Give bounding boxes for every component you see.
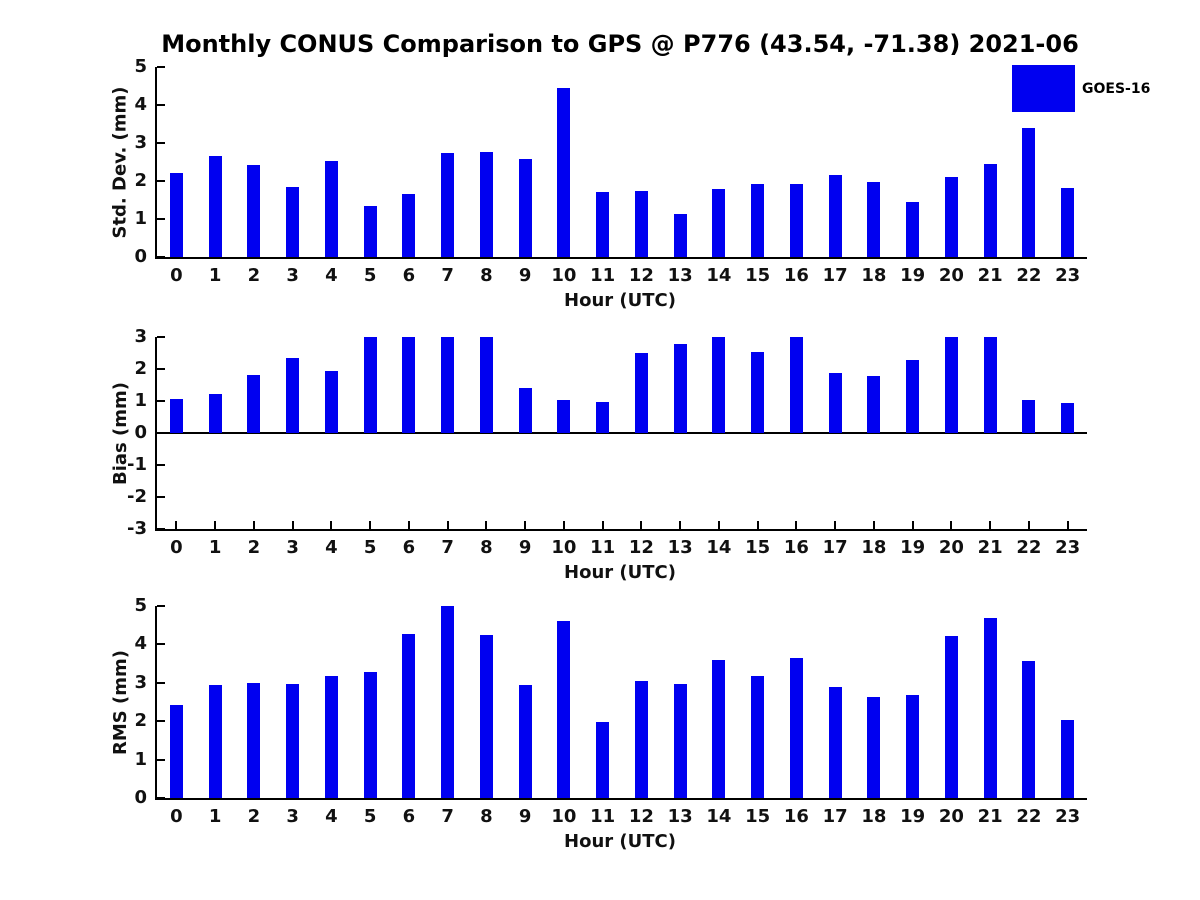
x-tick-mark [214,521,216,529]
x-tick-label: 22 [1016,537,1042,558]
x-tick-label: 17 [822,806,848,827]
bar [209,156,222,257]
y-tick-mark [157,682,165,684]
x-tick-label: 3 [286,537,299,558]
y-tick-label: -2 [127,486,147,507]
x-tick-mark [563,521,565,529]
x-tick-label: 21 [977,265,1003,286]
bar [247,375,260,433]
bar [906,695,919,798]
x-tick-label: 1 [208,806,222,827]
x-tick-mark [175,521,177,529]
y-tick-label: 3 [134,671,147,693]
x-tick-label: 17 [822,537,848,558]
bar [751,352,764,433]
x-tick-label: 18 [861,806,887,827]
bar [209,685,222,798]
x-tick-mark [718,521,720,529]
y-tick-mark [157,720,165,722]
bar [480,635,493,798]
y-tick-mark [157,336,165,338]
x-tick-label: 17 [822,265,848,286]
bar [441,337,454,433]
bar [170,173,183,257]
x-tick-label: 14 [706,537,732,558]
bar [596,722,609,798]
y-tick-label: 0 [134,422,147,443]
y-tick-label: 4 [134,94,147,115]
bar [635,353,648,433]
bar [170,399,183,433]
bar [635,681,648,798]
bar [984,618,997,798]
x-tick-mark [640,521,642,529]
x-tick-label: 6 [402,265,416,286]
y-tick-label: 4 [134,633,147,655]
x-tick-label: 8 [480,265,493,286]
x-tick-label: 19 [900,537,926,558]
bar [674,684,687,798]
y-tick-label: 2 [134,710,147,732]
bar [441,153,454,257]
y-tick-mark [157,368,165,370]
legend-label: GOES-16 [1082,80,1151,97]
x-tick-label: 15 [745,537,771,558]
bar [945,177,958,257]
y-tick-mark [157,142,165,144]
y-tick-label: -3 [127,518,147,539]
bar [364,672,377,798]
x-axis-label-bias: Hour (UTC) [564,562,676,583]
y-tick-label: 2 [134,358,147,379]
bar [480,152,493,257]
bar [906,202,919,257]
bar [364,206,377,257]
x-tick-label: 10 [551,537,577,558]
plot-area-rms [134,595,1087,827]
y-tick-mark [157,496,165,498]
y-tick-mark [157,66,165,68]
bar [867,182,880,257]
x-tick-label: 0 [170,806,183,827]
y-tick-mark [157,256,165,258]
legend [1012,65,1150,112]
y-tick-label: 3 [134,326,147,347]
bar [1061,403,1074,433]
x-tick-label: 12 [628,537,654,558]
bar [674,214,687,257]
y-tick-mark [157,218,165,220]
plot-area-bias [127,326,1087,558]
x-tick-mark [602,521,604,529]
bar [1022,400,1035,433]
x-tick-mark [292,521,294,529]
bar [557,88,570,257]
x-tick-label: 13 [667,537,693,558]
y-tick-mark [157,643,165,645]
x-tick-label: 22 [1016,265,1042,286]
x-tick-mark [795,521,797,529]
bar [441,606,454,798]
bar [712,660,725,798]
bar [790,658,803,798]
bar [712,189,725,257]
y-tick-label: 0 [134,246,147,267]
x-tick-label: 23 [1055,537,1081,558]
plot-area-std-dev [134,56,1087,286]
x-tick-label: 14 [706,265,732,286]
x-tick-label: 16 [783,537,809,558]
bar [557,400,570,433]
x-tick-label: 7 [441,265,454,286]
x-tick-label: 3 [286,265,299,286]
y-tick-label: 5 [134,595,147,616]
figure: Monthly CONUS Comparison to GPS @ P776 (43.54, -71.38) 2021-06 Std. Dev. (mm) 0 1 2 3 4 5 0 1 2 3 4 5 6 7 8 9 10 11 12 13 14 15 16 17 18 19 20 21 22 23 Hour (UTC) GOES-16 Bias (mm) -3 -2 -1 0 1 2 3 0 1 2 3 4 5 6 7 8 9 10 11 12 13 14 15 16 17 18 19 20 21 22 23 Hour (UTC) RMS (mm) 0 1 2 3 4 5 0 1 2 3 4 5 6 7 8 9 10 11 12 13 14 15 16 17 18 19 20 21 22 23 Hour (UTC) [0,0,1200,900]
x-tick-mark [253,521,255,529]
x-tick-label: 20 [938,265,964,286]
x-tick-mark [447,521,449,529]
bar [635,191,648,258]
x-tick-label: 6 [402,806,416,827]
bar [519,388,532,433]
bar [325,676,338,798]
legend-swatch [1012,65,1075,112]
x-tick-mark [1067,521,1069,529]
x-tick-mark [408,521,410,529]
x-tick-mark [989,521,991,529]
bar [480,337,493,433]
bar [364,337,377,433]
x-tick-label: 0 [170,265,183,286]
bar [906,360,919,433]
x-tick-label: 20 [938,806,964,827]
y-tick-label: 2 [134,170,147,191]
y-tick-mark [157,797,165,799]
x-tick-label: 11 [590,806,616,827]
x-tick-label: 12 [628,265,654,286]
bar [829,373,842,433]
bar [945,337,958,433]
bar [1061,720,1074,798]
x-tick-mark [1028,521,1030,529]
x-tick-mark [524,521,526,529]
x-tick-label: 11 [590,265,616,286]
x-tick-label: 15 [745,806,771,827]
x-tick-label: 14 [706,806,732,827]
y-tick-mark [157,528,165,530]
x-tick-label: 22 [1016,806,1042,827]
x-tick-label: 16 [783,265,809,286]
x-axis-label-rms: Hour (UTC) [564,831,676,852]
x-tick-label: 4 [325,806,338,827]
bar [1061,188,1074,257]
bar [209,394,222,433]
x-tick-label: 5 [363,806,377,827]
bar [945,636,958,798]
x-tick-label: 10 [551,265,577,286]
bar [712,337,725,433]
x-tick-label: 7 [441,806,454,827]
y-tick-label: 1 [134,748,147,770]
x-tick-label: 6 [402,537,416,558]
x-tick-mark [330,521,332,529]
x-tick-label: 1 [208,265,222,286]
x-tick-label: 10 [551,806,577,827]
bar [247,683,260,798]
x-tick-label: 9 [518,537,532,558]
x-tick-label: 11 [590,537,616,558]
bar [325,161,338,257]
bar [325,371,338,433]
x-tick-label: 1 [208,537,222,558]
bar [519,159,532,257]
chart-title: Monthly CONUS Comparison to GPS @ P776 (43.54, -71.38) 2021-06 [161,30,1079,58]
x-tick-label: 21 [977,537,1003,558]
x-tick-mark [369,521,371,529]
bar [829,687,842,798]
x-tick-label: 18 [861,265,887,286]
x-tick-label: 5 [363,265,377,286]
y-tick-label: -1 [127,454,147,475]
bar [1022,661,1035,798]
x-tick-label: 13 [667,806,693,827]
bar [751,676,764,798]
y-tick-label: 0 [134,787,147,808]
x-tick-label: 0 [170,537,183,558]
x-tick-mark [485,521,487,529]
x-tick-label: 2 [247,806,261,827]
bar [557,621,570,798]
bar [286,358,299,433]
bar [829,175,842,257]
x-tick-label: 5 [363,537,377,558]
y-tick-mark [157,180,165,182]
x-tick-label: 8 [480,806,493,827]
x-tick-label: 12 [628,806,654,827]
bar [286,187,299,257]
x-tick-label: 7 [441,537,454,558]
bar [790,337,803,433]
x-tick-label: 9 [518,806,532,827]
bar [596,402,609,433]
bar [402,634,415,798]
bar [867,376,880,433]
x-tick-label: 13 [667,265,693,286]
y-tick-mark [157,605,165,607]
bar [519,685,532,798]
x-tick-mark [873,521,875,529]
x-tick-label: 18 [861,537,887,558]
x-tick-label: 8 [480,537,493,558]
x-tick-label: 2 [247,537,261,558]
bar [674,344,687,433]
bar [751,184,764,257]
x-tick-label: 9 [518,265,532,286]
bar [402,194,415,257]
x-tick-label: 23 [1055,265,1081,286]
x-tick-label: 4 [325,265,338,286]
x-axis-label-std-dev: Hour (UTC) [564,290,676,311]
bar [984,337,997,433]
x-tick-label: 19 [900,806,926,827]
bar [867,697,880,798]
x-tick-label: 15 [745,265,771,286]
bar [1022,128,1035,257]
bar [247,165,260,257]
x-tick-label: 21 [977,806,1003,827]
x-tick-label: 23 [1055,806,1081,827]
x-tick-mark [950,521,952,529]
x-tick-label: 19 [900,265,926,286]
bar [790,184,803,257]
x-tick-label: 4 [325,537,338,558]
x-tick-label: 20 [938,537,964,558]
y-tick-label: 1 [134,208,147,229]
y-tick-label: 1 [134,390,147,411]
x-tick-mark [912,521,914,529]
x-tick-mark [834,521,836,529]
y-tick-mark [157,464,165,466]
y-tick-label: 3 [134,132,147,153]
y-tick-label: 5 [134,56,147,77]
bar [984,164,997,257]
x-tick-label: 3 [286,806,299,827]
bar [170,705,183,798]
bar [596,192,609,257]
bar [286,684,299,798]
bar [402,337,415,433]
y-tick-mark [157,400,165,402]
x-tick-label: 2 [247,265,261,286]
x-tick-mark [679,521,681,529]
y-tick-mark [157,759,165,761]
x-tick-mark [757,521,759,529]
y-tick-mark [157,104,165,106]
x-tick-label: 16 [783,806,809,827]
